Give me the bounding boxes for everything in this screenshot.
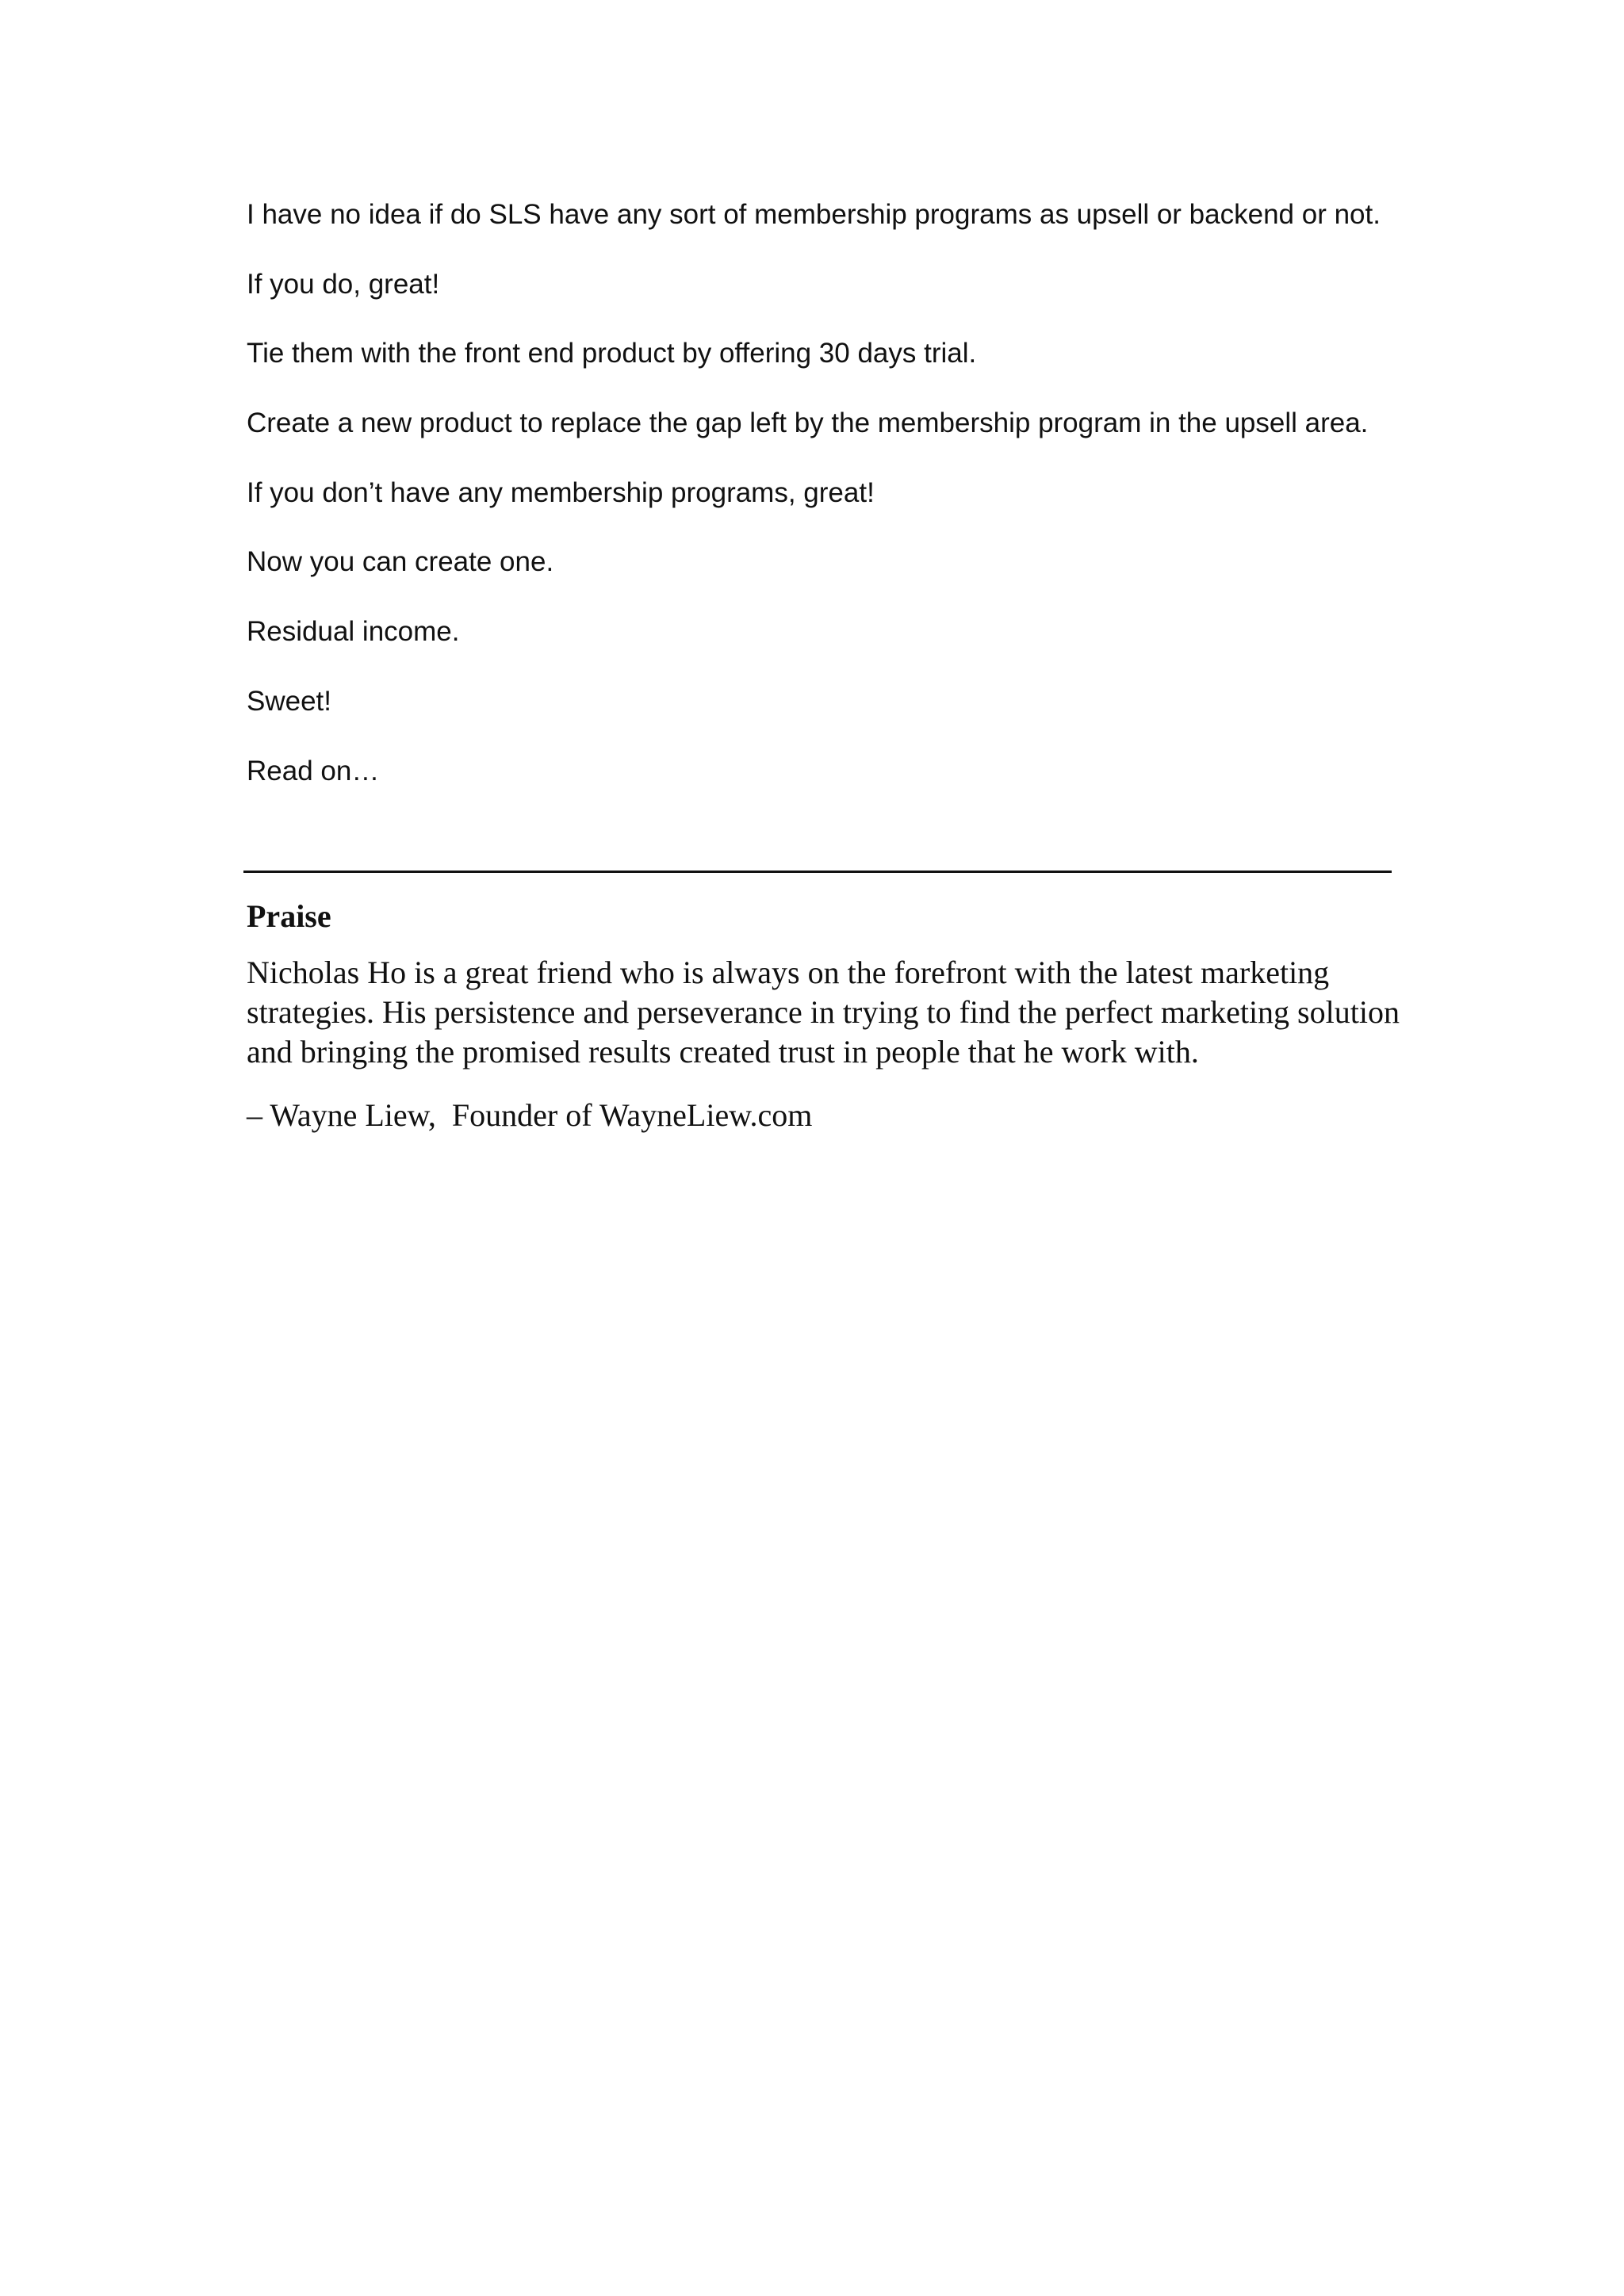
- paragraph-membership-question: I have no idea if do SLS have any sort of membership programs as upsell or backend or not.: [247, 199, 1381, 230]
- paragraph-create-one: Now you can create one.: [247, 546, 554, 578]
- praise-quote: Nicholas Ho is a great friend who is always on the forefront with the latest marketing strategies. His persistence and perseverance in trying to find the perfect marketing solution and bringing the promised results created trust in people that he work with.: [247, 955, 1400, 1070]
- praise-attribution: – Wayne Liew, Founder of WayneLiew.com: [247, 1097, 813, 1133]
- paragraph-sweet: Sweet!: [247, 685, 331, 717]
- paragraph-read-on: Read on…: [247, 755, 380, 786]
- paragraph-create-product: Create a new product to replace the gap left by the membership program in the upsell area.: [247, 408, 1369, 439]
- paragraph-residual-income: Residual income.: [247, 616, 460, 648]
- praise-heading: Praise: [247, 898, 331, 934]
- paragraph-tie-them: Tie them with the front end product by offering 30 days trial.: [247, 338, 977, 369]
- paragraph-if-you-do: If you do, great!: [247, 268, 440, 300]
- section-divider: [243, 871, 1392, 873]
- paragraph-no-membership: If you don’t have any membership programs, great!: [247, 476, 875, 508]
- body-text: [247, 193, 1396, 819]
- praise-section: [247, 894, 1404, 1135]
